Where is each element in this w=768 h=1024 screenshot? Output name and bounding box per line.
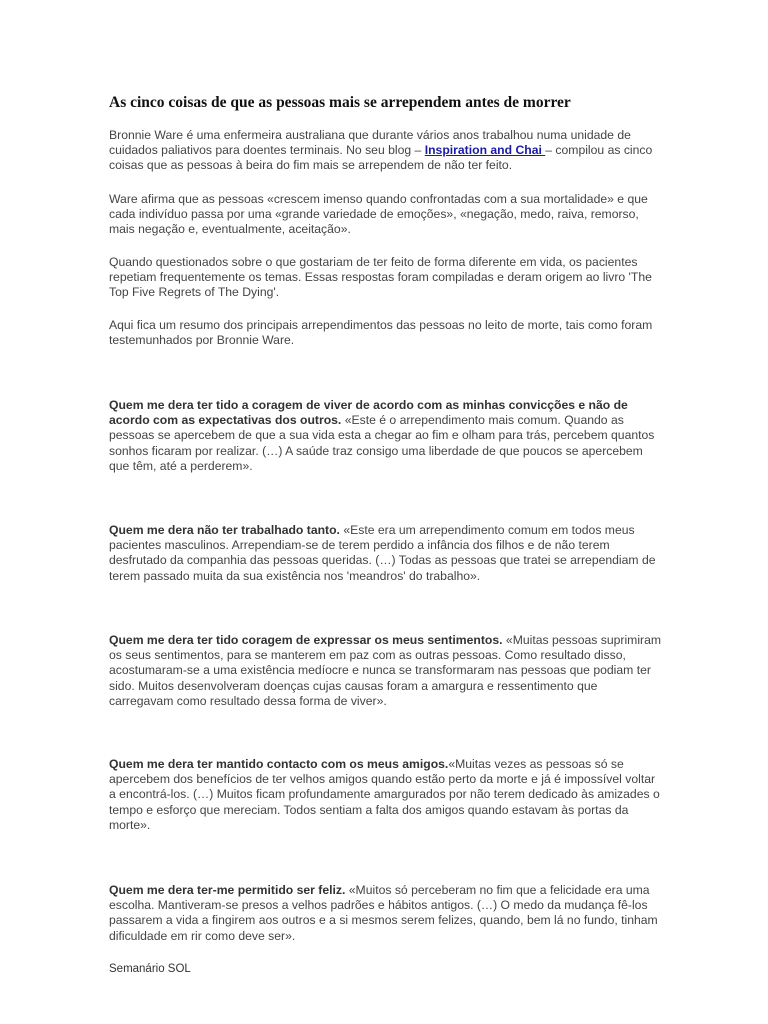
regret-2 — [109, 523, 665, 584]
regret-text: «Este é o arrependimento mais comum. Quando as pessoas se apercebem de que a sua vida esta a chegar ao fim e olham para trás, percebem quantos sonhos ficaram por realizar. (…) A saúde traz consigo uma liberdade de que poucos se apercebem que têm, até a perderem». — [109, 413, 655, 473]
regret-1 — [109, 398, 665, 474]
regret-heading: Quem me dera ter tido coragem de expressar os meus sentimentos. — [109, 633, 503, 647]
regret-text: «Muitas pessoas suprimiram os seus sentimentos, para se manterem em paz com as outras pessoas. Como resultado disso, acostumaram-se a uma existência medíocre e nunca se transformaram nas pessoas que podiam ter sido. Muitos desenvolveram doenças cujas causas foram a amargura e ressentimento que carregavam como resultado dessa forma de viver». — [109, 633, 662, 708]
regret-heading: Quem me dera não ter trabalhado tanto. — [109, 523, 340, 537]
regret-heading: Quem me dera ter-me permitido ser feliz. — [109, 883, 346, 897]
regret-4 — [109, 757, 665, 833]
intro-text: Bronnie Ware é uma enfermeira australiana que durante vários anos trabalhou numa unidade de cuidados paliativos para doentes terminais. No seu blog – — [109, 128, 631, 158]
paragraph-mortality: Ware afirma que as pessoas «crescem imenso quando confrontadas com a sua mortalidade» e que cada indivíduo passa por uma «grande variedade de emoções», «negação, medo, raiva, remorso, mais negação e, eventualmente, aceitação». — [109, 192, 648, 237]
regret-heading: Quem me dera ter mantido contacto com os meus amigos. — [109, 757, 449, 771]
intro-text-continued: – compilou as cinco coisas que as pessoas à beira do fim mais se arrependem de não ter feito. — [109, 143, 653, 173]
paragraph-summary: Aqui fica um resumo dos principais arrependimentos das pessoas no leito de morte, tais como foram testemunhados por Bronnie Ware. — [109, 318, 653, 348]
paragraph-book: Quando questionados sobre o que gostariam de ter feito de forma diferente em vida, os pacientes repetiam frequentemente os temas. Essas respostas foram compiladas e deram origem ao livro 'The Top Five Regrets of The Dying'. — [109, 255, 652, 300]
regret-5 — [109, 883, 665, 944]
regret-text: «Este era um arrependimento comum em todos meus pacientes masculinos. Arrependiam-se de terem perdido a infância dos filhos e de não terem desfrutado da companhia das pessoas queridas. (…) Todas as pessoas que tratei se arrependiam de terem passado muita da sua existência nos 'meandros' do trabalho». — [109, 523, 656, 583]
source-credit: Semanário SOL — [109, 963, 191, 975]
article-title: As cinco coisas de que as pessoas mais se arrependem antes de morrer — [109, 94, 571, 111]
blog-link[interactable]: Inspiration and Chai — [424, 143, 546, 158]
regret-3 — [109, 633, 665, 709]
regret-text: «Muitos só perceberam no fim que a felicidade era uma escolha. Mantiveram-se presos a velhos padrões e hábitos antigos. (…) O medo da mudança fê-los passarem a vida a fingirem aos outros e a si mesmos serem felizes, quando, bem lá no fundo, tinham dificuldade em rir como deve ser». — [109, 883, 658, 943]
intro-paragraph — [109, 128, 665, 174]
regret-text: «Muitas vezes as pessoas só se apercebem dos benefícios de ter velhos amigos quando estão perto da morte e já é impossível voltar a encontrá-los. (…) Muitos ficam profundamente amargurados por não terem dedicado às amizades o tempo e esforço que mereciam. Todos sentiam a falta dos amigos quando estavam às portas da morte». — [109, 757, 660, 832]
regret-heading: Quem me dera ter tido a coragem de viver de acordo com as minhas convicções e não de acordo com as expectativas dos outros. — [109, 398, 628, 428]
